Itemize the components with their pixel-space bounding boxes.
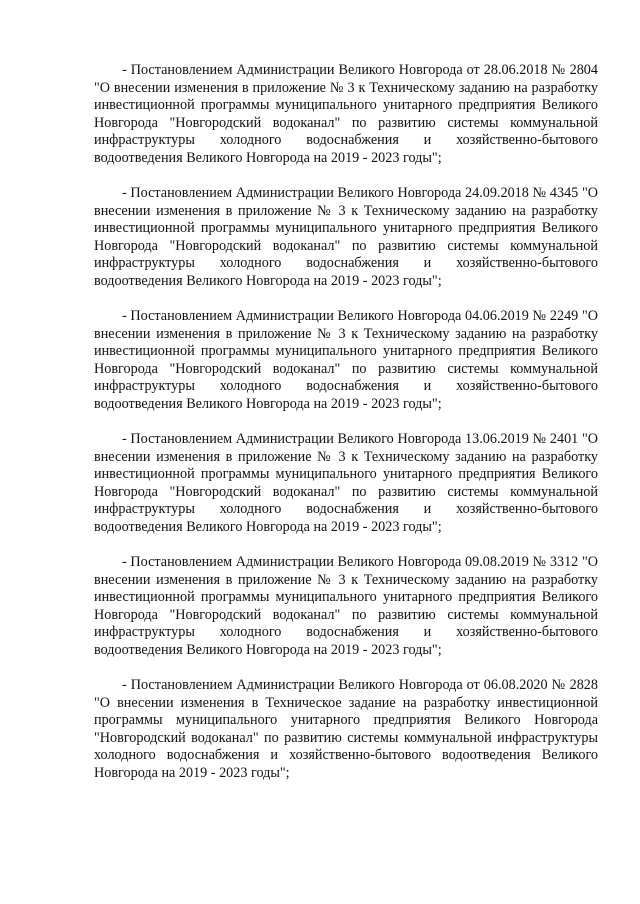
document-page: [94, 62, 598, 800]
resolution-paragraph-1: - Постановлением Администрации Великого Новгорода от 28.06.2018 № 2804 "О внесении изменения в приложение № 3 к Техническому заданию на разработку инвестиционной программы муниципального унитарного предприятия Великого Новгорода "Новгородский водоканал" по развитию системы коммунальной инфраструктуры холодного водоснабжения и хозяйственно-бытового водоотведения Великого Новгорода на 2019 - 2023 годы";: [94, 62, 598, 166]
resolution-paragraph-4: - Постановлением Администрации Великого Новгорода 13.06.2019 № 2401 "О внесении изменения в приложение № 3 к Техническому заданию на разработку инвестиционной программы муниципального унитарного предприятия Великого Новгорода "Новгородский водоканал" по развитию системы коммунальной инфраструктуры холодного водоснабжения и хозяйственно-бытового водоотведения Великого Новгорода на 2019 - 2023 годы";: [94, 431, 598, 535]
resolution-paragraph-2: - Постановлением Администрации Великого Новгорода 24.09.2018 № 4345 "О внесении изменения в приложение № 3 к Техническому заданию на разработку инвестиционной программы муниципального унитарного предприятия Великого Новгорода "Новгородский водоканал" по развитию системы коммунальной инфраструктуры холодного водоснабжения и хозяйственно-бытового водоотведения Великого Новгорода на 2019 - 2023 годы";: [94, 185, 598, 289]
resolution-paragraph-6: - Постановлением Администрации Великого Новгорода от 06.08.2020 № 2828 "О внесении изменения в Техническое задание на разработку инвестиционной программы муниципального унитарного предприятия Великого Новгорода "Новгородский водоканал" по развитию системы коммунальной инфраструктуры холодного водоснабжения и хозяйственно-бытового водоотведения Великого Новгорода на 2019 - 2023 годы";: [94, 677, 598, 781]
resolution-paragraph-5: - Постановлением Администрации Великого Новгорода 09.08.2019 № 3312 "О внесении изменения в приложение № 3 к Техническому заданию на разработку инвестиционной программы муниципального унитарного предприятия Великого Новгорода "Новгородский водоканал" по развитию системы коммунальной инфраструктуры холодного водоснабжения и хозяйственно-бытового водоотведения Великого Новгорода на 2019 - 2023 годы";: [94, 554, 598, 658]
resolution-paragraph-3: - Постановлением Администрации Великого Новгорода 04.06.2019 № 2249 "О внесении изменения в приложение № 3 к Техническому заданию на разработку инвестиционной программы муниципального унитарного предприятия Великого Новгорода "Новгородский водоканал" по развитию системы коммунальной инфраструктуры холодного водоснабжения и хозяйственно-бытового водоотведения Великого Новгорода на 2019 - 2023 годы";: [94, 308, 598, 412]
